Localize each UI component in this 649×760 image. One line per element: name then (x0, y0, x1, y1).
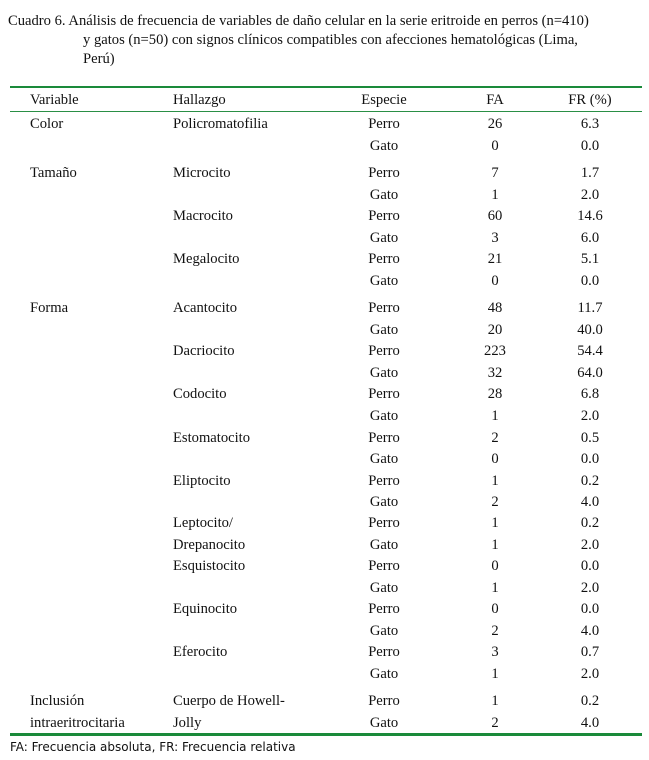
table-cell-fr: 11.7 (577, 300, 603, 316)
table-cell-especie: Perro (368, 300, 400, 316)
header-variable: Variable (30, 92, 79, 108)
header-fa: FA (486, 92, 504, 108)
table-header-rule (10, 111, 642, 112)
table-cell-variable: Forma (30, 300, 69, 316)
table-cell-hallazgo: Cuerpo de Howell- (173, 693, 285, 709)
table-cell-fr: 0.2 (580, 473, 600, 489)
table-cell-especie: Gato (369, 187, 399, 203)
table-cell-fr: 4.0 (580, 715, 600, 731)
table-cell-fa: 1 (491, 666, 499, 682)
table-cell-fr: 5.1 (580, 251, 600, 267)
table-cell-fa: 1 (491, 693, 499, 709)
table-cell-fr: 64.0 (577, 365, 603, 381)
table-cell-fa: 1 (491, 408, 499, 424)
table-cell-especie: Gato (369, 138, 399, 154)
table-cell-hallazgo: Eliptocito (173, 473, 231, 489)
table-cell-fa: 0 (491, 273, 499, 289)
table-cell-fa: 32 (487, 365, 503, 381)
table-cell-fa: 20 (487, 322, 503, 338)
table-cell-fr: 40.0 (577, 322, 603, 338)
table-cell-fr: 0.7 (580, 644, 600, 660)
table-cell-fa: 1 (491, 537, 499, 553)
table-cell-fa: 26 (487, 116, 503, 132)
table-cell-hallazgo: Drepanocito (173, 537, 246, 553)
table-cell-fr: 6.3 (580, 116, 600, 132)
table-cell-hallazgo: Dacriocito (173, 343, 235, 359)
table-cell-fa: 28 (487, 386, 503, 402)
caption-line-1: Cuadro 6. Análisis de frecuencia de variables de daño celular en la serie eritroide en perros (n=410) (8, 13, 589, 29)
table-cell-especie: Gato (369, 537, 399, 553)
table-cell-fa: 223 (484, 343, 506, 359)
table-cell-especie: Perro (368, 165, 400, 181)
table-cell-especie: Perro (368, 386, 400, 402)
table-cell-especie: Perro (368, 343, 400, 359)
header-fr: FR (%) (568, 92, 612, 108)
table-cell-fa: 0 (491, 558, 499, 574)
table-cell-fr: 6.8 (580, 386, 600, 402)
table-cell-fr: 14.6 (577, 208, 603, 224)
table-cell-fr: 2.0 (580, 580, 600, 596)
table-cell-hallazgo: Macrocito (173, 208, 233, 224)
table-cell-variable: Tamaño (30, 165, 77, 181)
table-caption (8, 12, 640, 69)
table-cell-fa: 3 (491, 230, 499, 246)
table-cell-fr: 54.4 (577, 343, 603, 359)
table-cell-fa: 21 (487, 251, 503, 267)
table-cell-fa: 0 (491, 451, 499, 467)
table-cell-fr: 0.5 (580, 430, 600, 446)
table-cell-fa: 1 (491, 187, 499, 203)
table-footnote: FA: Frecuencia absoluta, FR: Frecuencia relativa (10, 740, 296, 754)
table-cell-hallazgo: Megalocito (173, 251, 240, 267)
table-cell-hallazgo: Estomatocito (173, 430, 251, 446)
table-cell-especie: Perro (368, 208, 400, 224)
table-cell-fa: 2 (491, 494, 499, 510)
table-cell-especie: Perro (368, 644, 400, 660)
table-bottom-rule (10, 733, 642, 736)
table-cell-fr: 0.0 (580, 273, 600, 289)
table-cell-especie: Perro (368, 251, 400, 267)
table-cell-fa: 1 (491, 473, 499, 489)
table-cell-fa: 1 (491, 515, 499, 531)
table-cell-especie: Gato (369, 230, 399, 246)
table-cell-fr: 2.0 (580, 408, 600, 424)
table-cell-variable: Inclusión (30, 693, 85, 709)
table-cell-hallazgo: Esquistocito (173, 558, 246, 574)
table-cell-fr: 2.0 (580, 666, 600, 682)
table-cell-especie: Gato (369, 322, 399, 338)
table-cell-fa: 60 (487, 208, 503, 224)
table-cell-variable: intraeritrocitaria (30, 715, 125, 731)
table-cell-hallazgo: Codocito (173, 386, 227, 402)
table-cell-fr: 0.0 (580, 558, 600, 574)
table-cell-variable: Color (30, 116, 64, 132)
table-cell-especie: Gato (369, 623, 399, 639)
table-cell-fr: 6.0 (580, 230, 600, 246)
header-hallazgo: Hallazgo (173, 92, 226, 108)
table-cell-fr: 0.0 (580, 451, 600, 467)
table-cell-especie: Perro (368, 473, 400, 489)
table-cell-especie: Gato (369, 494, 399, 510)
caption-line-3: Perú) (83, 51, 115, 67)
table-cell-fa: 1 (491, 580, 499, 596)
header-especie: Especie (361, 92, 407, 108)
table-cell-fr: 0.0 (580, 138, 600, 154)
table-cell-especie: Gato (369, 273, 399, 289)
table-cell-especie: Gato (369, 715, 399, 731)
table-cell-hallazgo: Eferocito (173, 644, 228, 660)
table-cell-especie: Gato (369, 666, 399, 682)
table-cell-fa: 48 (487, 300, 503, 316)
table-cell-especie: Perro (368, 515, 400, 531)
table-cell-hallazgo: Acantocito (173, 300, 238, 316)
table-cell-especie: Gato (369, 580, 399, 596)
table-cell-hallazgo: Leptocito/ (173, 515, 233, 531)
table-cell-especie: Gato (369, 408, 399, 424)
table-cell-especie: Perro (368, 558, 400, 574)
table-cell-especie: Perro (368, 601, 400, 617)
table-cell-fr: 1.7 (580, 165, 600, 181)
table-cell-fa: 0 (491, 138, 499, 154)
table-cell-fr: 4.0 (580, 494, 600, 510)
table-cell-fa: 2 (491, 430, 499, 446)
table-cell-especie: Gato (369, 365, 399, 381)
table-cell-fa: 2 (491, 715, 499, 731)
table-cell-fa: 2 (491, 623, 499, 639)
table-cell-fr: 4.0 (580, 623, 600, 639)
table-cell-hallazgo: Policromatofilia (173, 116, 268, 132)
table-top-rule (10, 86, 642, 88)
table-cell-hallazgo: Equinocito (173, 601, 238, 617)
table-cell-fa: 0 (491, 601, 499, 617)
table-cell-especie: Perro (368, 430, 400, 446)
table-cell-fr: 2.0 (580, 537, 600, 553)
table-cell-fa: 3 (491, 644, 499, 660)
table-cell-especie: Perro (368, 693, 400, 709)
table-cell-fr: 0.2 (580, 693, 600, 709)
table-cell-fr: 2.0 (580, 187, 600, 203)
table-cell-hallazgo: Microcito (173, 165, 231, 181)
table-cell-fa: 7 (491, 165, 499, 181)
table-cell-especie: Gato (369, 451, 399, 467)
table-cell-fr: 0.0 (580, 601, 600, 617)
table-cell-fr: 0.2 (580, 515, 600, 531)
caption-line-2: y gatos (n=50) con signos clínicos compatibles con afecciones hematológicas (Lima, (83, 32, 578, 48)
table-cell-especie: Perro (368, 116, 400, 132)
table-cell-hallazgo: Jolly (173, 715, 202, 731)
